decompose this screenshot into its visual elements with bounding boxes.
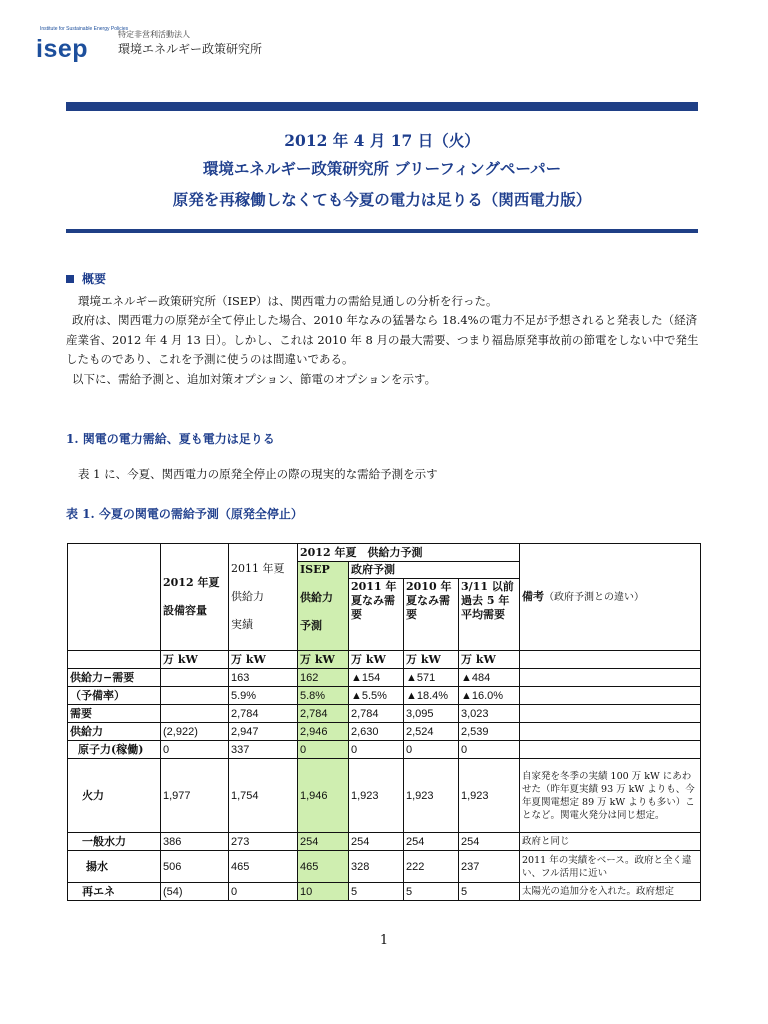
doc-date: 2012 年 4 月 17 日（火） (284, 131, 480, 150)
table-row: 供給力−需要 163 162 ▲154 ▲571 ▲484 (68, 669, 701, 687)
logo-wordmark: isep (36, 35, 89, 63)
header-rule-bottom (66, 229, 698, 233)
table-caption: 表 1. 今夏の関電の需給予測（原発全停止） (66, 507, 303, 521)
table-row: 供給力 (2,922) 2,947 2,946 2,630 2,524 2,539 (68, 723, 701, 741)
unit-cell: 万 kW (404, 651, 459, 669)
table-row: 火力 1,977 1,754 1,946 1,923 1,923 1,923 自家発を冬季の実績 100 万 kW にあわせた（昨年夏実績 93 万 kW よりも、今年夏関電想定 89 万 kW よりも多い）ことなど。関電火発分は同じ想定。 (68, 759, 701, 833)
table-row: 需要 2,784 2,784 2,784 3,095 3,023 (68, 705, 701, 723)
unit-cell: 万 kW (298, 651, 349, 669)
header-isep: ISEP 供給力 予測 (298, 562, 349, 651)
unit-cell: 万 kW (459, 651, 520, 669)
table-row: （予備率） 5.9% 5.8% ▲5.5% ▲18.4% ▲16.0% (68, 687, 701, 705)
header-2011: 2011 年夏 供給力 実績 (229, 544, 298, 651)
summary-paragraph-3: 以下に、需給予測と、追加対策オプション、節電のオプションを示す。 (72, 372, 437, 386)
doc-title: 原発を再稼働しなくても今夏の電力は足りる（関西電力版） (172, 190, 592, 209)
isep-logo (36, 26, 266, 62)
header-rule-top (66, 102, 698, 111)
table-row: 原子力(稼働) 0 337 0 0 0 0 (68, 741, 701, 759)
table-row: 一般水力 386 273 254 254 254 254 政府と同じ (68, 833, 701, 851)
summary-paragraph-2: 政府は、関西電力の原発が全て停止した場合、2010 年なみの猛暑なら 18.4%の電力不足が予想されると発表した（経済産業省、2012 年 4 月 13 日）。しかし、これは 2010 年 8 月の最大需要、つまり福島原発事故前の節電をしない中で発生したものであり、これを予測に使うのは間違いである。 (66, 313, 699, 366)
logo-org-name: 環境エネルギー政策研究所 (118, 42, 263, 56)
header-gov-forecast: 政府予測 (349, 562, 520, 579)
unit-cell: 万 kW (349, 651, 404, 669)
doc-subtitle: 環境エネルギー政策研究所 ブリーフィングペーパー (202, 159, 562, 178)
square-bullet-icon (66, 275, 74, 283)
summary-paragraph-1: 環境エネルギー政策研究所（ISEP）は、関西電力の需給見通しの分析を行った。 (78, 294, 498, 308)
unit-blank (68, 651, 161, 669)
header-gov-2010: 2010 年夏なみ需要 (404, 579, 459, 651)
section-1-intro: 表 1 に、今夏、関西電力の原発全停止の際の現実的な需給予測を示す (78, 467, 438, 481)
supply-demand-table (67, 543, 701, 901)
unit-cell: 万 kW (161, 651, 229, 669)
table-row: 再エネ (54) 0 10 5 5 5 太陽光の追加分を入れた。政府想定 (68, 883, 701, 901)
logo-org-type: 特定非営利活動法人 (118, 30, 190, 39)
summary-heading: 概要 (66, 270, 106, 287)
unit-blank (520, 651, 701, 669)
logo-tagline: Institute for Sustainable Energy Policies (40, 26, 129, 32)
header-capacity: 2012 年夏 設備容量 (161, 544, 229, 651)
page-number: 1 (379, 933, 389, 948)
header-2012-forecast: 2012 年夏 供給力予測 (298, 544, 520, 562)
header-gov-avg5: 3/11 以前過去 5 年平均需要 (459, 579, 520, 651)
header-note: 備考（政府予測との違い） (520, 544, 701, 651)
table-row: 揚水 506 465 465 328 222 237 2011 年の実績をベース。政府と全く違い、フル活用に近い (68, 851, 701, 883)
header-blank (68, 544, 161, 651)
unit-cell: 万 kW (229, 651, 298, 669)
header-gov-2011: 2011 年夏なみ需要 (349, 579, 404, 651)
section-1-heading: 1. 関電の電力需給、夏も電力は足りる (66, 432, 275, 446)
